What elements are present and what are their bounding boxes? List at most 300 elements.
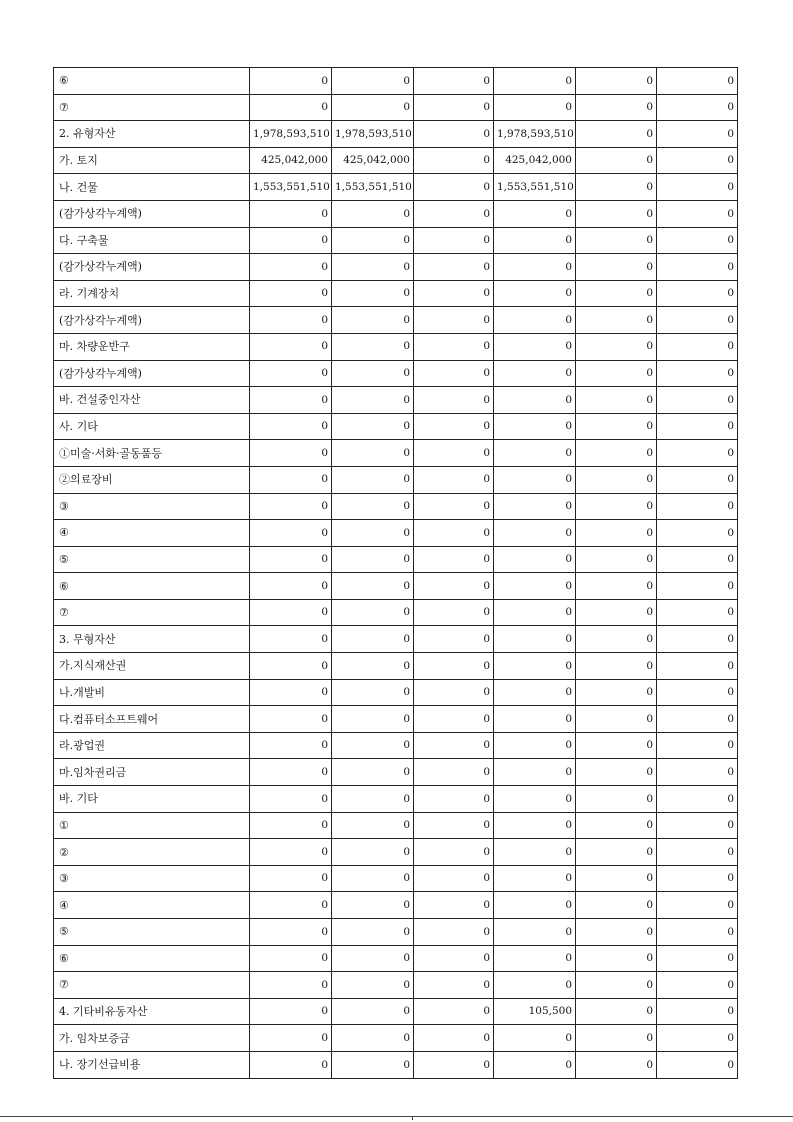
table-row — [54, 68, 738, 95]
amount-cell: 0 — [332, 812, 414, 839]
row-label: 2. 유형자산 — [54, 121, 250, 148]
amount-cell: 0 — [576, 706, 657, 733]
row-label: 나.개발비 — [54, 679, 250, 706]
amount-cell: 0 — [332, 919, 414, 946]
amount-cell: 0 — [576, 200, 657, 227]
amount-cell: 0 — [414, 387, 494, 414]
row-label: ③ — [54, 493, 250, 520]
amount-cell: 0 — [657, 573, 738, 600]
table-row — [54, 972, 738, 999]
amount-cell: 0 — [250, 520, 332, 547]
amount-cell: 0 — [494, 972, 576, 999]
row-label: 마. 차량운반구 — [54, 333, 250, 360]
amount-cell: 0 — [414, 360, 494, 387]
amount-cell: 0 — [250, 786, 332, 813]
amount-cell: 0 — [576, 945, 657, 972]
amount-cell: 0 — [494, 573, 576, 600]
amount-cell: 0 — [332, 440, 414, 467]
table-row — [54, 280, 738, 307]
row-label: 가. 임차보증금 — [54, 1025, 250, 1052]
amount-cell: 0 — [494, 786, 576, 813]
amount-cell: 0 — [576, 972, 657, 999]
amount-cell: 0 — [414, 546, 494, 573]
amount-cell: 0 — [657, 679, 738, 706]
amount-cell: 0 — [332, 466, 414, 493]
row-label: ③ — [54, 865, 250, 892]
amount-cell: 0 — [576, 174, 657, 201]
amount-cell: 0 — [414, 174, 494, 201]
amount-cell: 0 — [657, 839, 738, 866]
amount-cell: 0 — [657, 387, 738, 414]
table-row — [54, 227, 738, 254]
amount-cell: 0 — [332, 945, 414, 972]
amount-cell: 0 — [414, 1025, 494, 1052]
table-row — [54, 413, 738, 440]
amount-cell: 0 — [250, 865, 332, 892]
amount-cell: 0 — [250, 759, 332, 786]
amount-cell: 0 — [494, 94, 576, 121]
table-row — [54, 599, 738, 626]
page-footer-rule — [0, 1116, 793, 1117]
amount-cell: 0 — [576, 520, 657, 547]
amount-cell: 0 — [414, 839, 494, 866]
amount-cell: 0 — [414, 68, 494, 95]
row-label: 가.지식재산권 — [54, 653, 250, 680]
amount-cell: 0 — [332, 254, 414, 281]
amount-cell: 0 — [414, 679, 494, 706]
amount-cell: 0 — [494, 892, 576, 919]
amount-cell: 0 — [250, 998, 332, 1025]
amount-cell: 0 — [494, 759, 576, 786]
amount-cell: 0 — [494, 227, 576, 254]
amount-cell: 0 — [576, 919, 657, 946]
amount-cell: 0 — [494, 945, 576, 972]
row-label: ①미술·서화·골동품등 — [54, 440, 250, 467]
amount-cell: 0 — [576, 333, 657, 360]
table-row — [54, 546, 738, 573]
amount-cell: 0 — [414, 653, 494, 680]
row-label: ⑥ — [54, 68, 250, 95]
row-label: 4. 기타비유동자산 — [54, 998, 250, 1025]
amount-cell: 0 — [657, 333, 738, 360]
amount-cell: 0 — [494, 839, 576, 866]
amount-cell: 0 — [576, 466, 657, 493]
amount-cell: 0 — [494, 440, 576, 467]
amount-cell: 0 — [250, 466, 332, 493]
amount-cell: 0 — [332, 1051, 414, 1078]
amount-cell: 105,500 — [494, 998, 576, 1025]
amount-cell: 0 — [332, 227, 414, 254]
amount-cell: 0 — [494, 254, 576, 281]
amount-cell: 0 — [657, 812, 738, 839]
amount-cell: 0 — [576, 254, 657, 281]
table-row — [54, 892, 738, 919]
amount-cell: 0 — [250, 440, 332, 467]
amount-cell: 0 — [414, 972, 494, 999]
amount-cell: 1,553,551,510 — [332, 174, 414, 201]
amount-cell: 0 — [332, 493, 414, 520]
amount-cell: 0 — [250, 1025, 332, 1052]
amount-cell: 0 — [250, 653, 332, 680]
amount-cell: 0 — [657, 360, 738, 387]
amount-cell: 0 — [332, 732, 414, 759]
amount-cell: 0 — [414, 998, 494, 1025]
amount-cell: 0 — [332, 865, 414, 892]
amount-cell: 0 — [494, 919, 576, 946]
amount-cell: 0 — [414, 573, 494, 600]
amount-cell: 0 — [250, 706, 332, 733]
amount-cell: 0 — [414, 786, 494, 813]
amount-cell: 0 — [250, 972, 332, 999]
amount-cell: 0 — [332, 839, 414, 866]
table-row — [54, 174, 738, 201]
amount-cell: 0 — [576, 998, 657, 1025]
amount-cell: 0 — [332, 413, 414, 440]
amount-cell: 0 — [576, 865, 657, 892]
amount-cell: 0 — [494, 413, 576, 440]
table-row — [54, 493, 738, 520]
amount-cell: 0 — [414, 280, 494, 307]
amount-cell: 0 — [657, 94, 738, 121]
amount-cell: 1,978,593,510 — [332, 121, 414, 148]
amount-cell: 0 — [494, 280, 576, 307]
row-label: (감가상각누계액) — [54, 360, 250, 387]
amount-cell: 0 — [657, 121, 738, 148]
amount-cell: 0 — [576, 413, 657, 440]
amount-cell: 0 — [250, 1051, 332, 1078]
row-label: ⑤ — [54, 919, 250, 946]
table-row — [54, 626, 738, 653]
amount-cell: 0 — [332, 520, 414, 547]
amount-cell: 0 — [657, 147, 738, 174]
amount-cell: 0 — [576, 1051, 657, 1078]
amount-cell: 0 — [250, 679, 332, 706]
amount-cell: 0 — [250, 413, 332, 440]
amount-cell: 0 — [250, 839, 332, 866]
row-label: ② — [54, 839, 250, 866]
amount-cell: 0 — [414, 1051, 494, 1078]
amount-cell: 0 — [494, 546, 576, 573]
amount-cell: 0 — [250, 200, 332, 227]
amount-cell: 0 — [250, 919, 332, 946]
amount-cell: 0 — [657, 68, 738, 95]
amount-cell: 0 — [494, 200, 576, 227]
table-row — [54, 919, 738, 946]
table-row — [54, 1025, 738, 1052]
row-label: ⑥ — [54, 573, 250, 600]
amount-cell: 0 — [494, 360, 576, 387]
amount-cell: 0 — [657, 865, 738, 892]
amount-cell: 0 — [414, 440, 494, 467]
table-row — [54, 812, 738, 839]
amount-cell: 0 — [657, 626, 738, 653]
amount-cell: 0 — [494, 865, 576, 892]
row-label: ⑥ — [54, 945, 250, 972]
table-row — [54, 786, 738, 813]
amount-cell: 0 — [414, 493, 494, 520]
amount-cell: 0 — [250, 546, 332, 573]
amount-cell: 0 — [414, 466, 494, 493]
amount-cell: 0 — [576, 839, 657, 866]
amount-cell: 0 — [414, 520, 494, 547]
table-row — [54, 1051, 738, 1078]
amount-cell: 0 — [576, 759, 657, 786]
amount-cell: 0 — [576, 440, 657, 467]
amount-cell: 0 — [657, 759, 738, 786]
amount-cell: 0 — [576, 626, 657, 653]
amount-cell: 0 — [332, 68, 414, 95]
amount-cell: 0 — [494, 333, 576, 360]
amount-cell: 0 — [414, 147, 494, 174]
amount-cell: 0 — [657, 280, 738, 307]
amount-cell: 0 — [414, 812, 494, 839]
amount-cell: 0 — [494, 599, 576, 626]
amount-cell: 0 — [576, 121, 657, 148]
amount-cell: 0 — [494, 653, 576, 680]
amount-cell: 0 — [250, 254, 332, 281]
amount-cell: 0 — [414, 121, 494, 148]
amount-cell: 0 — [494, 1025, 576, 1052]
amount-cell: 0 — [414, 626, 494, 653]
row-label: 사. 기타 — [54, 413, 250, 440]
amount-cell: 0 — [332, 387, 414, 414]
amount-cell: 0 — [576, 387, 657, 414]
row-label: 바. 건설중인자산 — [54, 387, 250, 414]
amount-cell: 0 — [250, 333, 332, 360]
amount-cell: 0 — [657, 413, 738, 440]
amount-cell: 0 — [414, 413, 494, 440]
amount-cell: 0 — [332, 280, 414, 307]
amount-cell: 0 — [657, 546, 738, 573]
amount-cell: 0 — [332, 679, 414, 706]
amount-cell: 0 — [332, 307, 414, 334]
row-label: 바. 기타 — [54, 786, 250, 813]
amount-cell: 0 — [657, 653, 738, 680]
amount-cell: 425,042,000 — [332, 147, 414, 174]
amount-cell: 0 — [576, 546, 657, 573]
amount-cell: 0 — [250, 360, 332, 387]
row-label: ⑦ — [54, 94, 250, 121]
amount-cell: 0 — [332, 546, 414, 573]
amount-cell: 0 — [657, 227, 738, 254]
amount-cell: 0 — [657, 254, 738, 281]
amount-cell: 0 — [576, 360, 657, 387]
amount-cell: 0 — [657, 599, 738, 626]
amount-cell: 0 — [494, 68, 576, 95]
amount-cell: 0 — [332, 972, 414, 999]
amount-cell: 0 — [332, 786, 414, 813]
table-row — [54, 333, 738, 360]
table-row — [54, 520, 738, 547]
row-label: ⑤ — [54, 546, 250, 573]
amount-cell: 0 — [494, 307, 576, 334]
row-label: 가. 토지 — [54, 147, 250, 174]
table-row — [54, 945, 738, 972]
amount-cell: 0 — [414, 599, 494, 626]
amount-cell: 0 — [657, 440, 738, 467]
amount-cell: 0 — [414, 333, 494, 360]
amount-cell: 0 — [576, 493, 657, 520]
amount-cell: 0 — [250, 732, 332, 759]
amount-cell: 0 — [494, 493, 576, 520]
amount-cell: 0 — [250, 573, 332, 600]
amount-cell: 0 — [494, 626, 576, 653]
row-label: ① — [54, 812, 250, 839]
row-label: ②의료장비 — [54, 466, 250, 493]
amount-cell: 0 — [657, 972, 738, 999]
table-row — [54, 387, 738, 414]
amount-cell: 0 — [657, 919, 738, 946]
amount-cell: 1,978,593,510 — [494, 121, 576, 148]
row-label: ④ — [54, 892, 250, 919]
row-label: (감가상각누계액) — [54, 307, 250, 334]
amount-cell: 0 — [250, 493, 332, 520]
amount-cell: 0 — [332, 360, 414, 387]
row-label: 라.광업권 — [54, 732, 250, 759]
amount-cell: 0 — [494, 1051, 576, 1078]
amount-cell: 0 — [250, 387, 332, 414]
amount-cell: 0 — [657, 786, 738, 813]
amount-cell: 0 — [657, 732, 738, 759]
row-label: 나. 건물 — [54, 174, 250, 201]
table-row — [54, 360, 738, 387]
amount-cell: 0 — [657, 307, 738, 334]
amount-cell: 0 — [657, 174, 738, 201]
amount-cell: 0 — [494, 812, 576, 839]
table-row — [54, 998, 738, 1025]
row-label: 3. 무형자산 — [54, 626, 250, 653]
amount-cell: 0 — [414, 759, 494, 786]
amount-cell: 0 — [576, 653, 657, 680]
amount-cell: 0 — [657, 520, 738, 547]
table-body — [54, 68, 738, 1079]
table-row — [54, 200, 738, 227]
table-row — [54, 679, 738, 706]
amount-cell: 0 — [576, 599, 657, 626]
amount-cell: 0 — [576, 573, 657, 600]
amount-cell: 0 — [576, 147, 657, 174]
row-label: 마.임차권리금 — [54, 759, 250, 786]
amount-cell: 1,553,551,510 — [494, 174, 576, 201]
amount-cell: 0 — [332, 626, 414, 653]
amount-cell: 0 — [250, 307, 332, 334]
amount-cell: 0 — [657, 1051, 738, 1078]
amount-cell: 0 — [576, 1025, 657, 1052]
amount-cell: 0 — [414, 945, 494, 972]
amount-cell: 0 — [657, 998, 738, 1025]
amount-cell: 0 — [576, 68, 657, 95]
amount-cell: 0 — [332, 706, 414, 733]
amount-cell: 0 — [494, 706, 576, 733]
amount-cell: 0 — [332, 94, 414, 121]
amount-cell: 0 — [576, 786, 657, 813]
amount-cell: 0 — [332, 759, 414, 786]
row-label: ④ — [54, 520, 250, 547]
amount-cell: 0 — [414, 307, 494, 334]
amount-cell: 0 — [250, 892, 332, 919]
amount-cell: 0 — [657, 706, 738, 733]
amount-cell: 0 — [494, 520, 576, 547]
amount-cell: 0 — [250, 945, 332, 972]
amount-cell: 0 — [414, 254, 494, 281]
amount-cell: 0 — [576, 892, 657, 919]
amount-cell: 0 — [576, 307, 657, 334]
amount-cell: 0 — [576, 812, 657, 839]
amount-cell: 0 — [657, 466, 738, 493]
row-label: 라. 기계장치 — [54, 280, 250, 307]
table-row — [54, 440, 738, 467]
table-row — [54, 706, 738, 733]
row-label: (감가상각누계액) — [54, 200, 250, 227]
amount-cell: 0 — [494, 387, 576, 414]
amount-cell: 0 — [414, 919, 494, 946]
amount-cell: 1,553,551,510 — [250, 174, 332, 201]
amount-cell: 0 — [576, 227, 657, 254]
table-row — [54, 121, 738, 148]
row-label: ⑦ — [54, 972, 250, 999]
table-row — [54, 759, 738, 786]
row-label: 나. 장기선급비용 — [54, 1051, 250, 1078]
amount-cell: 0 — [332, 599, 414, 626]
table-row — [54, 653, 738, 680]
table-row — [54, 94, 738, 121]
amount-cell: 425,042,000 — [494, 147, 576, 174]
row-label: ⑦ — [54, 599, 250, 626]
table-row — [54, 732, 738, 759]
amount-cell: 0 — [576, 280, 657, 307]
amount-cell: 0 — [576, 732, 657, 759]
amount-cell: 0 — [494, 679, 576, 706]
amount-cell: 0 — [250, 626, 332, 653]
amount-cell: 1,978,593,510 — [250, 121, 332, 148]
amount-cell: 0 — [414, 732, 494, 759]
table-row — [54, 865, 738, 892]
amount-cell: 425,042,000 — [250, 147, 332, 174]
amount-cell: 0 — [657, 945, 738, 972]
page-footer-tick — [412, 1116, 413, 1120]
amount-cell: 0 — [657, 200, 738, 227]
row-label: 다.컴퓨터소프트웨어 — [54, 706, 250, 733]
amount-cell: 0 — [576, 94, 657, 121]
amount-cell: 0 — [414, 706, 494, 733]
table-row — [54, 147, 738, 174]
amount-cell: 0 — [250, 812, 332, 839]
amount-cell: 0 — [332, 998, 414, 1025]
amount-cell: 0 — [332, 1025, 414, 1052]
amount-cell: 0 — [414, 200, 494, 227]
amount-cell: 0 — [414, 865, 494, 892]
table-row — [54, 839, 738, 866]
table-row — [54, 254, 738, 281]
amount-cell: 0 — [657, 493, 738, 520]
amount-cell: 0 — [494, 732, 576, 759]
amount-cell: 0 — [414, 227, 494, 254]
amount-cell: 0 — [332, 573, 414, 600]
amount-cell: 0 — [657, 892, 738, 919]
amount-cell: 0 — [250, 94, 332, 121]
amount-cell: 0 — [332, 200, 414, 227]
amount-cell: 0 — [250, 280, 332, 307]
amount-cell: 0 — [576, 679, 657, 706]
amount-cell: 0 — [250, 599, 332, 626]
row-label: 다. 구축물 — [54, 227, 250, 254]
table-row — [54, 573, 738, 600]
row-label: (감가상각누계액) — [54, 254, 250, 281]
table-row — [54, 466, 738, 493]
amount-cell: 0 — [657, 1025, 738, 1052]
financial-statement-table — [53, 67, 738, 1079]
table-row — [54, 307, 738, 334]
